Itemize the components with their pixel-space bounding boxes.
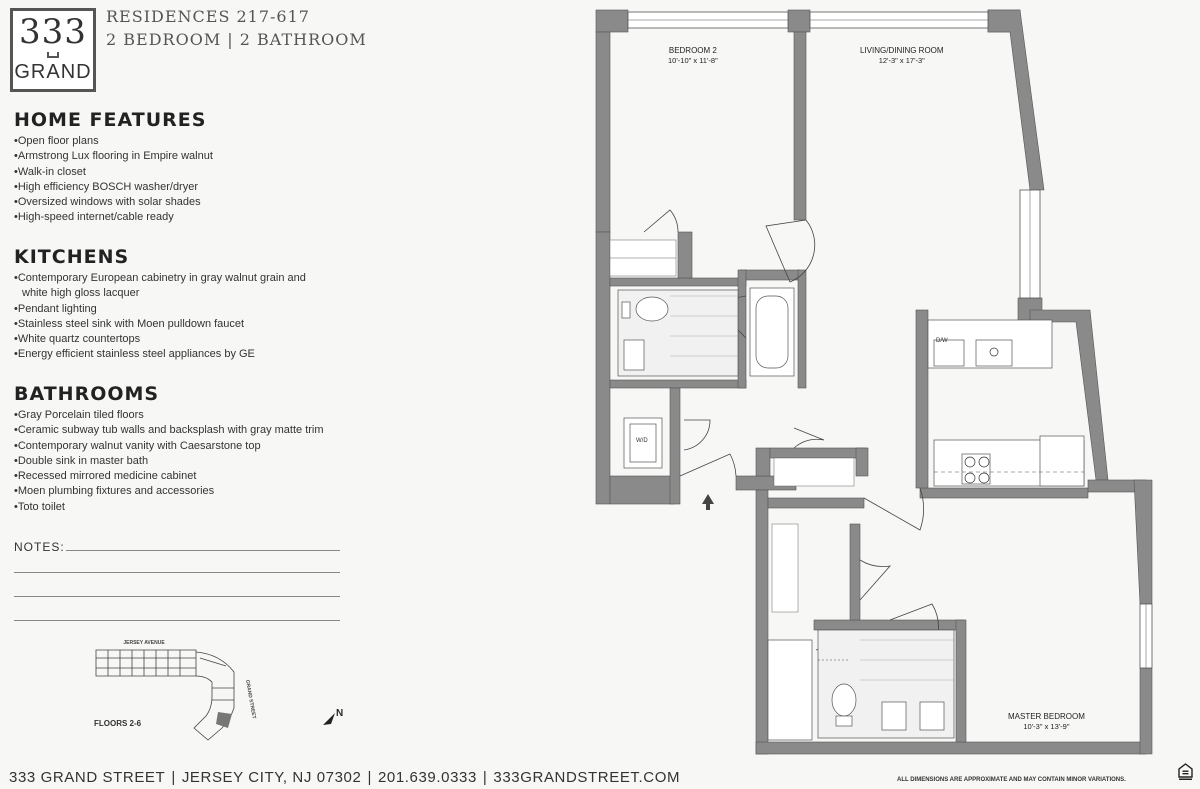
room-label-living — [860, 46, 944, 66]
room-dimensions: 12'-3" x 17'-3" — [878, 56, 925, 65]
list-item: • High efficiency BOSCH washer/dryer — [14, 180, 213, 195]
room-name: LIVING/DINING ROOM — [860, 46, 944, 55]
list-item: • Contemporary walnut vanity with Caesarstone top — [14, 439, 324, 454]
notes-line — [14, 572, 340, 573]
list-item: • Oversized windows with solar shades — [14, 195, 213, 210]
notes-line — [14, 596, 340, 597]
room-label-master-bedroom — [1008, 712, 1085, 732]
key-plan-map — [88, 636, 268, 746]
kitchens-section — [14, 245, 306, 363]
floor-plan — [560, 0, 1200, 760]
key-plan-street-side: GRAND STREET — [244, 679, 257, 720]
room-name: BEDROOM 2 — [668, 46, 717, 55]
north-label: N — [336, 708, 344, 719]
section-heading: HOME FEATURES — [14, 109, 207, 131]
list-item: • Moen plumbing fixtures and accessories — [14, 484, 324, 499]
list-item: • Energy efficient stainless steel appliances by GE — [14, 347, 306, 362]
footer-separator: | — [171, 769, 176, 786]
notes-line — [66, 550, 340, 551]
footer-city: JERSEY CITY, NJ 07302 — [181, 769, 362, 786]
list-item: • Recessed mirrored medicine cabinet — [14, 469, 324, 484]
unit-type-subtitle: 2 BEDROOM | 2 BATHROOM — [106, 30, 367, 49]
floors-label: FLOORS 2-6 — [94, 719, 142, 728]
room-dimensions: 10'-3" x 13'-9" — [1023, 722, 1070, 731]
brand-logo — [10, 8, 96, 92]
north-arrow-icon — [322, 712, 336, 726]
list-item: • Contemporary European cabinetry in gray walnut grain and — [14, 271, 306, 286]
list-item: • Stainless steel sink with Moen pulldown faucet — [14, 317, 306, 332]
list-item: • High-speed internet/cable ready — [14, 210, 213, 225]
residences-title: RESIDENCES 217-617 — [106, 7, 310, 26]
list-item: • Walk-in closet — [14, 165, 213, 180]
list-item: • Double sink in master bath — [14, 454, 324, 469]
list-item: • Armstrong Lux flooring in Empire walnut — [14, 149, 213, 164]
footer-separator: | — [482, 769, 488, 786]
bathrooms-section — [14, 382, 324, 515]
list-item: • Ceramic subway tub walls and backsplash with gray matte trim — [14, 423, 324, 438]
list-item: white high gloss lacquer — [22, 287, 140, 300]
footer-address: 333 GRAND STREET — [9, 769, 166, 786]
logo-number: 333 — [19, 12, 87, 52]
equal-housing-icon — [1178, 763, 1193, 781]
logo-word: GRAND — [14, 61, 92, 83]
footer-separator: | — [367, 769, 372, 786]
list-item: • Pendant lighting — [14, 302, 306, 317]
home-features-section — [14, 108, 213, 226]
section-heading: BATHROOMS — [14, 383, 160, 405]
section-heading: KITCHENS — [14, 246, 130, 268]
footer-phone[interactable]: 201.639.0333 — [377, 769, 477, 786]
list-item: • White quartz countertops — [14, 332, 306, 347]
list-item: • Gray Porcelain tiled floors — [14, 408, 324, 423]
footer-website-link[interactable]: 333GRANDSTREET.COM — [493, 769, 681, 786]
washer-dryer-label: W/D — [636, 438, 648, 444]
dimensions-disclaimer: ALL DIMENSIONS ARE APPROXIMATE AND MAY CONTAIN MINOR VARIATIONS. — [897, 777, 1126, 783]
logo-mark-icon — [47, 52, 59, 58]
room-name: MASTER BEDROOM — [1008, 712, 1085, 721]
list-item: • Toto toilet — [14, 500, 324, 515]
floor-plan-drawing — [560, 0, 1200, 760]
key-plan-street-top: JERSEY AVENUE — [123, 640, 165, 646]
notes-line — [14, 620, 340, 621]
dishwasher-label: D/W — [936, 338, 948, 344]
footer-contact — [9, 769, 680, 786]
room-dimensions: 10'-10" x 11'-8" — [668, 56, 718, 65]
notes-label: NOTES: — [14, 540, 65, 554]
room-label-bedroom-2 — [668, 46, 718, 66]
list-item: • Open floor plans — [14, 134, 213, 149]
